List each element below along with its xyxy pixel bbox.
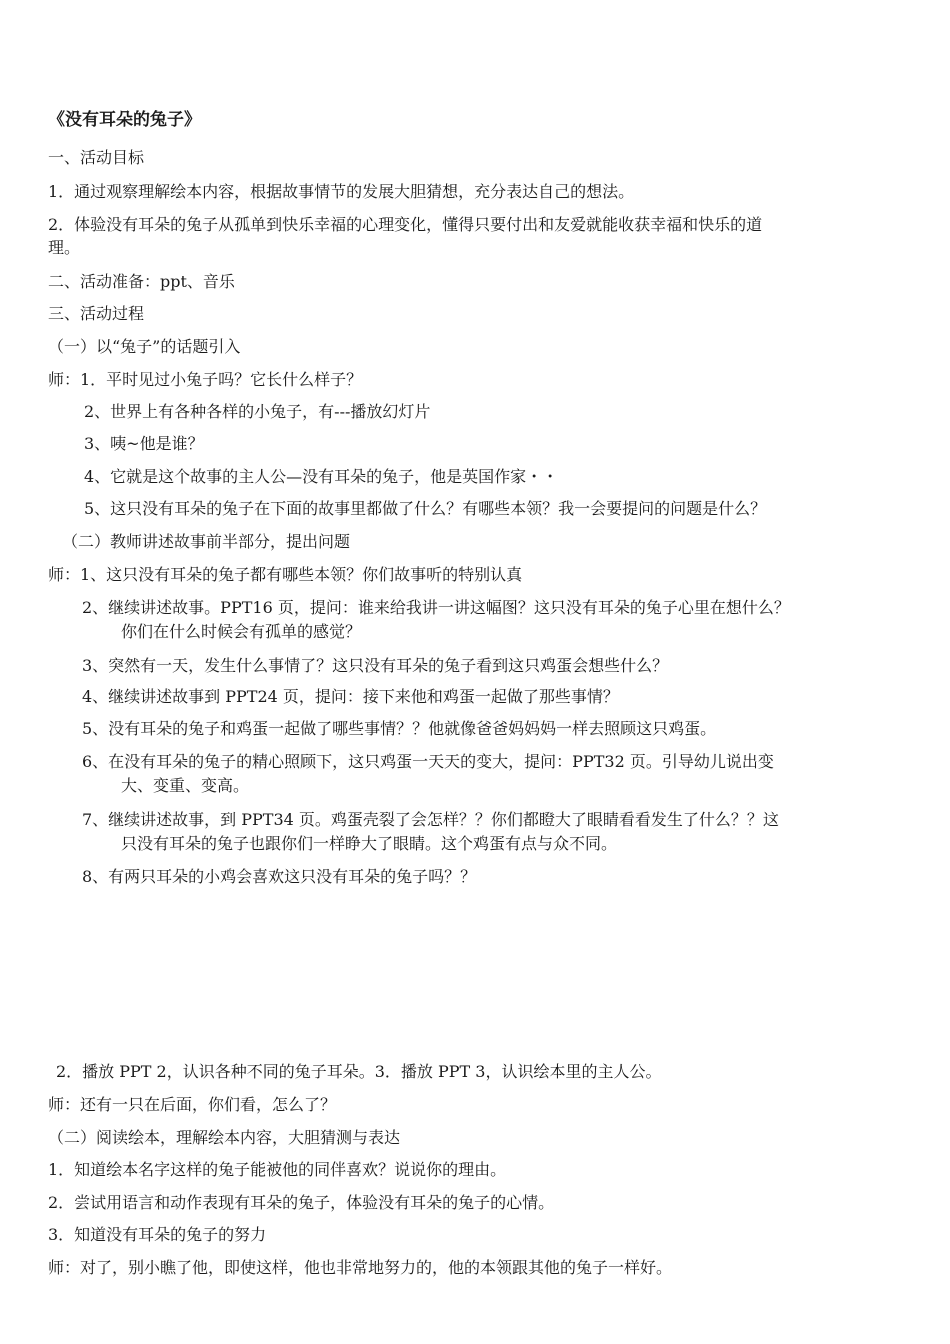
part-2-question-7-line-1: 7、继续讲述故事，到 PPT34 页。鸡蛋壳裂了会怎样？？你们都瞪大了眼睛看看发生了什么？？这 bbox=[82, 810, 779, 829]
part-2-question-3: 3、突然有一天，发生什么事情了？这只没有耳朵的兔子看到这只鸡蛋会想些什么？ bbox=[82, 656, 669, 675]
goal-item-2-line-1: 2．体验没有耳朵的兔子从孤单到快乐幸福的心理变化，懂得只要付出和友爱就能收获幸福和快乐的道 bbox=[48, 215, 763, 234]
document-title: 《没有耳朵的兔子》 bbox=[48, 110, 201, 130]
part-1-question-1: 师：1．平时见过小兔子吗？它长什么样子？ bbox=[48, 370, 363, 389]
part-2-question-6-line-1: 6、在没有耳朵的兔子的精心照顾下，这只鸡蛋一天天的变大，提问：PPT32 页。引导幼儿说出变 bbox=[82, 752, 774, 771]
part-1-question-3: 3、咦~他是谁？ bbox=[84, 434, 204, 453]
section-heading-goals: 一、活动目标 bbox=[48, 148, 145, 167]
lower-teacher-line-2: 师：对了，别小瞧了他，即使这样，他也非常地努力的，他的本领跟其他的兔子一样好。 bbox=[48, 1258, 673, 1277]
part-1-question-5: 5、这只没有耳朵的兔子在下面的故事里都做了什么？有哪些本领？我一会要提问的问题是什么？ bbox=[84, 499, 767, 518]
lower-item-3: 3．知道没有耳朵的兔子的努力 bbox=[48, 1225, 267, 1244]
part-2-question-1: 师：1、这只没有耳朵的兔子都有哪些本领？你们故事听的特别认真 bbox=[48, 565, 523, 584]
part-1-question-2: 2、世界上有各种各样的小兔子，有---播放幻灯片 bbox=[84, 402, 431, 421]
part-2-question-2-line-2: 你们在什么时候会有孤单的感觉？ bbox=[121, 622, 362, 641]
lower-item-ppt: 2．播放 PPT 2，认识各种不同的兔子耳朵。3．播放 PPT 3，认识绘本里的主人公。 bbox=[56, 1062, 662, 1081]
lower-teacher-line-1: 师：还有一只在后面，你们看，怎么了？ bbox=[48, 1095, 337, 1114]
goal-item-2-line-2: 理。 bbox=[48, 238, 81, 257]
part-2-heading: （二）教师讲述故事前半部分，提出问题 bbox=[62, 532, 351, 551]
part-2-question-2-line-1: 2、继续讲述故事。PPT16 页，提问：谁来给我讲一讲这幅图？这只没有耳朵的兔子心里在想什么？ bbox=[82, 598, 790, 617]
part-2-question-8: 8、有两只耳朵的小鸡会喜欢这只没有耳朵的兔子吗？？ bbox=[82, 867, 477, 886]
section-heading-process: 三、活动过程 bbox=[48, 304, 145, 323]
lower-item-1: 1．知道绘本名字这样的兔子能被他的同伴喜欢？说说你的理由。 bbox=[48, 1160, 507, 1179]
part-2-question-5: 5、没有耳朵的兔子和鸡蛋一起做了哪些事情？？他就像爸爸妈妈妈一样去照顾这只鸡蛋。 bbox=[82, 719, 717, 738]
lower-part-heading: （二）阅读绘本，理解绘本内容，大胆猜测与表达 bbox=[48, 1128, 401, 1147]
section-heading-preparation: 二、活动准备：ppt、音乐 bbox=[48, 272, 235, 291]
goal-item-1: 1．通过观察理解绘本内容，根据故事情节的发展大胆猜想，充分表达自己的想法。 bbox=[48, 182, 635, 201]
lower-item-2: 2．尝试用语言和动作表现有耳朵的兔子，体验没有耳朵的兔子的心情。 bbox=[48, 1193, 555, 1212]
part-2-question-7-line-2: 只没有耳朵的兔子也跟你们一样睁大了眼睛。这个鸡蛋有点与众不同。 bbox=[121, 834, 618, 853]
part-2-question-4: 4、继续讲述故事到 PPT24 页，提问：接下来他和鸡蛋一起做了那些事情？ bbox=[82, 687, 619, 706]
part-2-question-6-line-2: 大、变重、变高。 bbox=[121, 776, 250, 795]
part-1-question-4: 4、它就是这个故事的主人公—没有耳朵的兔子，他是英国作家・・ bbox=[84, 467, 559, 486]
part-1-heading: （一）以“兔子”的话题引入 bbox=[48, 337, 241, 356]
